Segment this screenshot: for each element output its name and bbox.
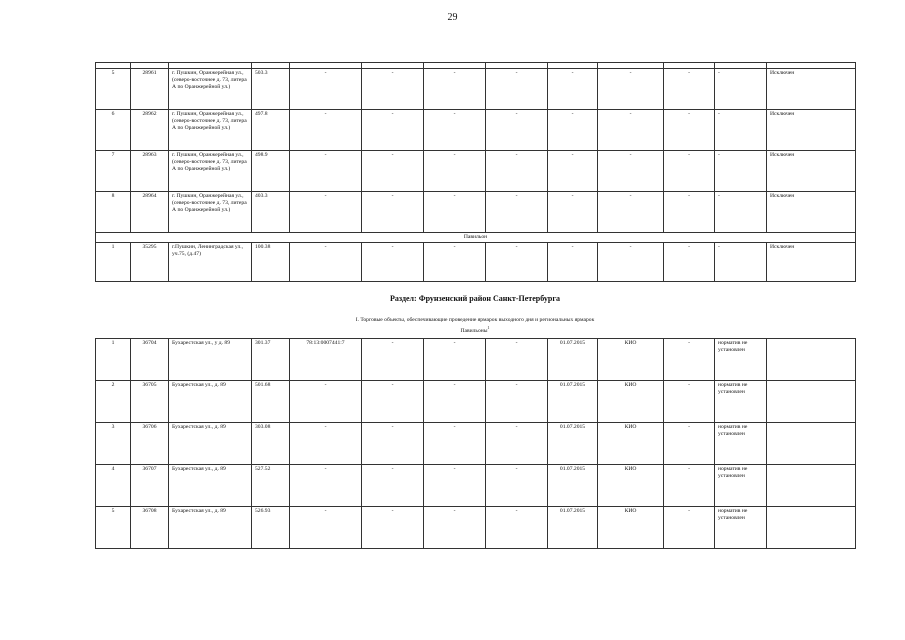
table-cell: КИО: [598, 423, 664, 465]
table-cell: 403.3: [252, 192, 290, 233]
table-cell: -: [486, 423, 548, 465]
table-row: [96, 69, 856, 110]
table-cell: -: [290, 151, 362, 192]
table-cell: -: [664, 192, 715, 233]
table-cell: -: [362, 507, 424, 549]
table-cell: КИО: [598, 339, 664, 381]
table-cell: -: [290, 192, 362, 233]
table-cell: -: [290, 110, 362, 151]
table-row: [96, 243, 856, 282]
table-cell: [767, 507, 856, 549]
table-cell: -: [486, 110, 548, 151]
table-cell: -: [362, 192, 424, 233]
table-cell: -: [598, 110, 664, 151]
group-label-footnote: 1: [487, 325, 490, 331]
table-cell: [767, 465, 856, 507]
table-row: [96, 465, 856, 507]
table-cell: Бухарестская ул., д. 89: [169, 381, 252, 423]
table-cell: -: [715, 69, 767, 110]
table-cell: 01.07.2015: [548, 423, 598, 465]
table-cell: -: [548, 110, 598, 151]
table-cell: -: [290, 381, 362, 423]
frunzensky-table: [95, 338, 856, 549]
table-cell: 498.9: [252, 151, 290, 192]
table-cell: 6: [96, 110, 131, 151]
table-cell: норматив не установлен: [715, 339, 767, 381]
table-cell: -: [362, 381, 424, 423]
table-cell: -: [424, 465, 486, 507]
table-cell: Исключен: [767, 69, 856, 110]
table-cell: -: [362, 243, 424, 282]
table-cell: Исключен: [767, 192, 856, 233]
table-cell: -: [664, 381, 715, 423]
table-row: [96, 110, 856, 151]
table-cell: г. Пушкин, Оранжерейная ул., (северо-восточнее д. 73, литера А по Оранжерейной ул.): [169, 69, 252, 110]
table-cell: Исключен: [767, 110, 856, 151]
table-cell: -: [548, 69, 598, 110]
table-cell: -: [486, 69, 548, 110]
table-cell: норматив не установлен: [715, 465, 767, 507]
table-cell: 35295: [131, 243, 169, 282]
page-number: 29: [447, 12, 458, 23]
table-cell: -: [424, 69, 486, 110]
table-cell: г.Пушкин, Ленинградская ул., уч.75, (д.47): [169, 243, 252, 282]
group-label-text: Павильоны: [460, 328, 488, 334]
table-cell: -: [598, 69, 664, 110]
table-cell: -: [362, 110, 424, 151]
table-cell: -: [424, 151, 486, 192]
table-cell: -: [486, 507, 548, 549]
table-cell: -: [424, 339, 486, 381]
table-cell: 36707: [131, 465, 169, 507]
table-cell: Бухарестская ул., д. 89: [169, 507, 252, 549]
table-cell: 503.3: [252, 69, 290, 110]
table-cell: 36706: [131, 423, 169, 465]
table-row: [96, 381, 856, 423]
table-cell: 28961: [131, 69, 169, 110]
table-cell: 28963: [131, 151, 169, 192]
table-cell: -: [486, 243, 548, 282]
table-cell: -: [362, 151, 424, 192]
table-cell: норматив не установлен: [715, 507, 767, 549]
table-cell: 501.68: [252, 381, 290, 423]
table-cell: -: [362, 423, 424, 465]
table-cell: -: [290, 243, 362, 282]
table-cell: -: [424, 381, 486, 423]
table-cell: -: [486, 339, 548, 381]
table-cell: -: [362, 69, 424, 110]
table-cell: -: [486, 151, 548, 192]
table-cell: [767, 423, 856, 465]
table-cell: 1: [96, 243, 131, 282]
table-cell: 527.52: [252, 465, 290, 507]
table-group-row: [96, 233, 856, 243]
table-cell: Бухарестская ул., у д. 89: [169, 339, 252, 381]
table-cell: -: [486, 192, 548, 233]
table-cell: -: [424, 110, 486, 151]
top-table: [95, 62, 856, 282]
table-cell: КИО: [598, 465, 664, 507]
table-cell: 526.93: [252, 507, 290, 549]
table-cell: 28962: [131, 110, 169, 151]
table-row: [96, 339, 856, 381]
table-cell: г. Пушкин, Оранжерейная ул., (северо-восточнее д. 73, литера А по Оранжерейной ул.): [169, 151, 252, 192]
table-cell: -: [290, 465, 362, 507]
table-row: [96, 192, 856, 233]
table-cell: -: [290, 69, 362, 110]
table-cell: -: [486, 381, 548, 423]
table-cell: -: [664, 339, 715, 381]
table-cell: 497.8: [252, 110, 290, 151]
table-cell: -: [548, 243, 598, 282]
group-label-pavilions: [95, 325, 855, 334]
table-cell: -: [290, 507, 362, 549]
table-cell: -: [664, 465, 715, 507]
table-cell: -: [548, 151, 598, 192]
table-cell: 7: [96, 151, 131, 192]
table-cell: Бухарестская ул., д. 89: [169, 465, 252, 507]
table-row: [96, 507, 856, 549]
table-cell: -: [598, 192, 664, 233]
table-cell: 01.07.2015: [548, 339, 598, 381]
table-cell: -: [715, 151, 767, 192]
table-cell: -: [486, 465, 548, 507]
table-cell: -: [664, 507, 715, 549]
table-cell: -: [290, 423, 362, 465]
table-cell: 01.07.2015: [548, 465, 598, 507]
table-cell: 01.07.2015: [548, 507, 598, 549]
table-cell: 78:13:0007441:7: [290, 339, 362, 381]
table-cell: -: [424, 192, 486, 233]
table-cell: -: [664, 151, 715, 192]
table-row: [96, 423, 856, 465]
table-cell: 36705: [131, 381, 169, 423]
table-cell: -: [362, 465, 424, 507]
group-label-pavilion: Павильон: [96, 233, 856, 243]
table-cell: -: [598, 151, 664, 192]
table-cell: норматив не установлен: [715, 423, 767, 465]
table-cell: 301.37: [252, 339, 290, 381]
table-cell: 303.08: [252, 423, 290, 465]
table-cell: -: [715, 243, 767, 282]
table-cell: -: [664, 110, 715, 151]
table-cell: 2: [96, 381, 131, 423]
table-cell: норматив не установлен: [715, 381, 767, 423]
table-cell: -: [664, 423, 715, 465]
table-cell: 5: [96, 507, 131, 549]
table-cell: 28964: [131, 192, 169, 233]
table-cell: -: [664, 243, 715, 282]
table-cell: КИО: [598, 507, 664, 549]
table-cell: 36708: [131, 507, 169, 549]
table-cell: [767, 339, 856, 381]
table-cell: Бухарестская ул., д. 89: [169, 423, 252, 465]
table-cell: 5: [96, 69, 131, 110]
table-cell: 01.07.2015: [548, 381, 598, 423]
section-title: Раздел: Фрунзенский район Санкт-Петербурга: [389, 294, 561, 303]
table-cell: 3: [96, 423, 131, 465]
table-cell: -: [598, 243, 664, 282]
table-cell: КИО: [598, 381, 664, 423]
table-cell: -: [362, 339, 424, 381]
table-cell: -: [424, 507, 486, 549]
table-cell: -: [715, 110, 767, 151]
table-cell: -: [715, 192, 767, 233]
table-cell: 1: [96, 339, 131, 381]
table-cell: г. Пушкин, Оранжерейная ул., (северо-восточнее д. 73, литера А по Оранжерейной ул.): [169, 192, 252, 233]
table-cell: -: [664, 69, 715, 110]
table-cell: -: [424, 243, 486, 282]
table-cell: -: [424, 423, 486, 465]
table-row: [96, 151, 856, 192]
table-cell: 100.38: [252, 243, 290, 282]
table-cell: -: [548, 192, 598, 233]
table-cell: Исключен: [767, 243, 856, 282]
table-cell: 36704: [131, 339, 169, 381]
table-cell: Исключен: [767, 151, 856, 192]
subsection-title: I. Торговые объекты, обеспечивающие проведение ярмарок выходного дня и региональных ярмарок: [355, 317, 595, 323]
table-cell: 4: [96, 465, 131, 507]
table-cell: [767, 381, 856, 423]
table-cell: 8: [96, 192, 131, 233]
table-cell: г. Пушкин, Оранжерейная ул., (северо-восточнее д. 73, литера А по Оранжерейной ул.): [169, 110, 252, 151]
